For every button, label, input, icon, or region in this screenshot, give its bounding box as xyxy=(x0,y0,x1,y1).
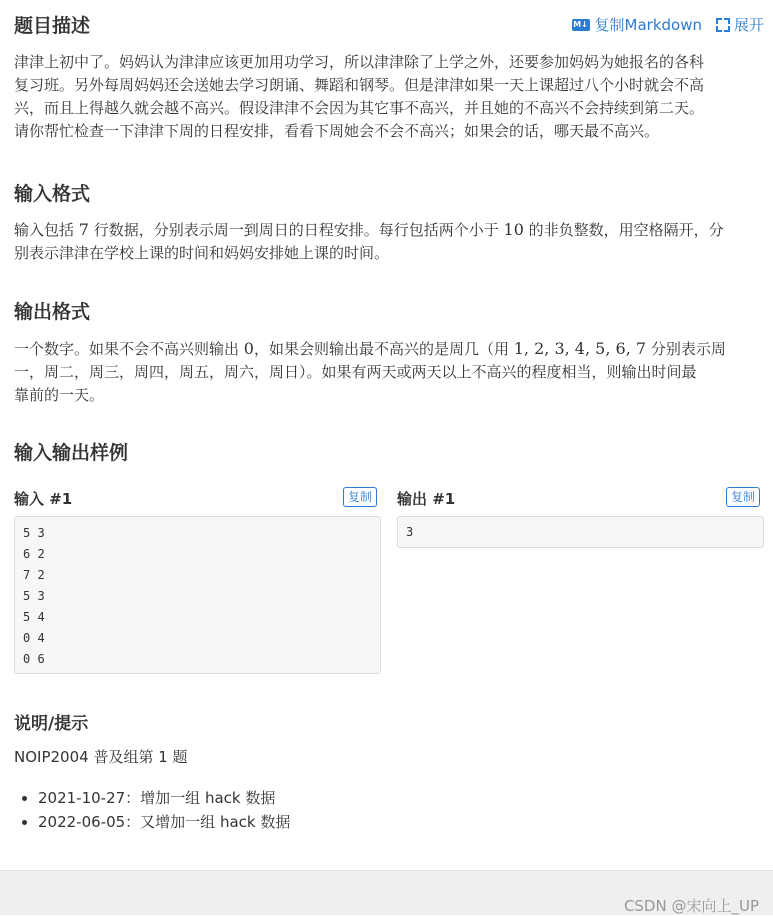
description-text: 津津上初中了。妈妈认为津津应该更加用功学习，所以津津除了上学之外，还要参加妈妈为她报名的各科 复习班。另外每周妈妈还会送她去学习朗诵、舞蹈和钢琴。但是津津如果一天上课超过八个小时就会不高 兴，而且上得越久就会越不高兴。假设津津不会因为其它事不高兴，并且她的不高兴不会持续到第二天。 请你帮忙检查一下津津下周的日程安排，看看下周她会不会不高兴；如果会的话，哪天最不高兴。 xyxy=(14,53,705,140)
code-line: 3 xyxy=(406,525,414,539)
output-format-text: 一个数字。如果不会不高兴则输出 0，如果会则输出最不高兴的是周几（用 1, 2, 3, 4, 5, 6, 7 分别表示周 一，周二，周三，周四，周五，周六，周日）。如果有两天或两天以上不高兴的程度相当，则输出时间最 靠前的一天。 xyxy=(14,339,726,404)
code-line: 0 4 xyxy=(23,631,45,645)
sample-output-box[interactable] xyxy=(397,516,764,548)
copy-output-button[interactable]: 复制 xyxy=(726,487,760,507)
watermark-text: CSDN @宋向上_UP xyxy=(623,897,759,915)
hints-list xyxy=(14,786,290,834)
sample-input-box[interactable] xyxy=(14,516,381,674)
input-format-heading: 输入格式 xyxy=(14,183,91,205)
code-line: 7 2 xyxy=(23,568,45,582)
samples-heading: 输入输出样例 xyxy=(14,442,129,464)
input-format-text: 输入包括 7 行数据，分别表示周一到周日的日程安排。每行包括两个小于 10 的非负整数，用空格隔开，分 别表示津津在学校上课的时间和妈妈安排她上课的时间。 xyxy=(14,220,724,262)
code-line: 5 4 xyxy=(23,610,45,624)
top-actions xyxy=(572,14,764,35)
list-item: • 2022-06-05：又增加一组 hack 数据 xyxy=(38,810,290,834)
expand-link[interactable]: 展开 xyxy=(733,16,764,34)
code-line: 0 6 xyxy=(23,652,45,666)
sample-input-title: 输入 #1 xyxy=(14,490,73,508)
markdown-icon: M↓ xyxy=(573,19,588,29)
output-format-heading: 输出格式 xyxy=(14,301,91,323)
code-line: 6 2 xyxy=(23,547,45,561)
list-item: • 2021-10-27：增加一组 hack 数据 xyxy=(38,786,290,810)
footer-bar xyxy=(0,870,773,915)
hints-heading: 说明/提示 xyxy=(14,714,89,734)
code-line: 5 3 xyxy=(23,526,45,540)
hints-source: NOIP2004 普及组第 1 题 xyxy=(14,748,188,766)
expand-icon[interactable] xyxy=(716,18,730,32)
description-heading: 题目描述 xyxy=(14,15,91,37)
code-line: 5 3 xyxy=(23,589,45,603)
copy-input-button[interactable]: 复制 xyxy=(343,487,377,507)
sample-output-title: 输出 #1 xyxy=(397,490,456,508)
copy-markdown-link[interactable]: 复制Markdown xyxy=(594,16,702,34)
